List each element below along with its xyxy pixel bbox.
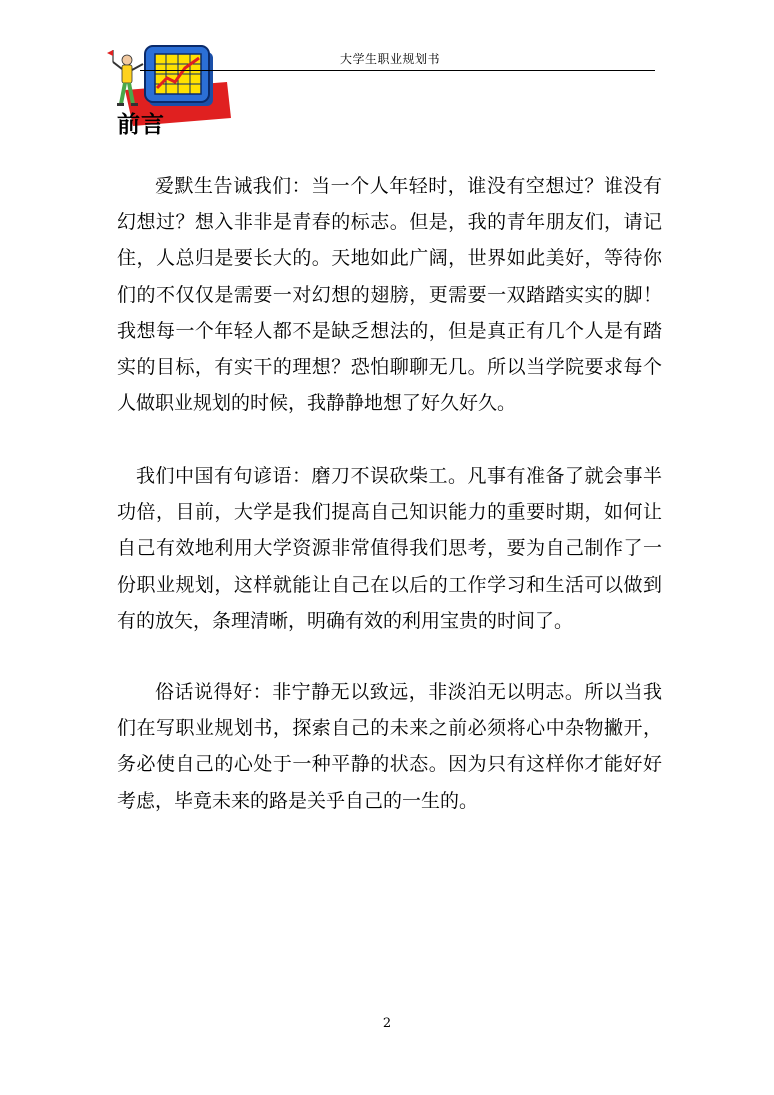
- section-heading: 前言: [117, 111, 165, 138]
- header-title: 大学生职业规划书: [339, 52, 440, 66]
- header-divider: [140, 70, 655, 71]
- paragraph-2: 我们中国有句谚语：磨刀不误砍柴工。凡事有准备了就会事半功倍，目前，大学是我们提高自己知识能力的重要时期，如何让自己有效地利用大学资源非常值得我们思考，要为自己制作了一份职业规划，这样就能让自己在以后的工作学习和生活可以做到有的放矢，条理清晰，明确有效的利用宝贵的时间了。: [117, 465, 662, 632]
- paragraph-3: 俗话说得好：非宁静无以致远，非淡泊无以明志。所以当我们在写职业规划书，探索自己的未来之前必须将心中杂物撇开，务必使自己的心处于一种平静的状态。因为只有这样你才能好好考虑，毕竟未来的路是关乎自己的一生的。: [117, 681, 662, 812]
- page-number: 2: [382, 1016, 392, 1031]
- paragraph-1: 爱默生告诫我们：当一个人年轻时，谁没有空想过？谁没有幻想过？想入非非是青春的标志。但是，我的青年朋友们，请记住，人总归是要长大的。天地如此广阔，世界如此美好，等待你们的不仅仅是需要一对幻想的翅膀，更需要一双踏踏实实的脚！我想每一个年轻人都不是缺乏想法的，但是真正有几个人是有踏实的目标，有实干的理想？恐怕聊聊无几。所以当学院要求每个人做职业规划的时候，我静静地想了好久好久。: [117, 175, 662, 415]
